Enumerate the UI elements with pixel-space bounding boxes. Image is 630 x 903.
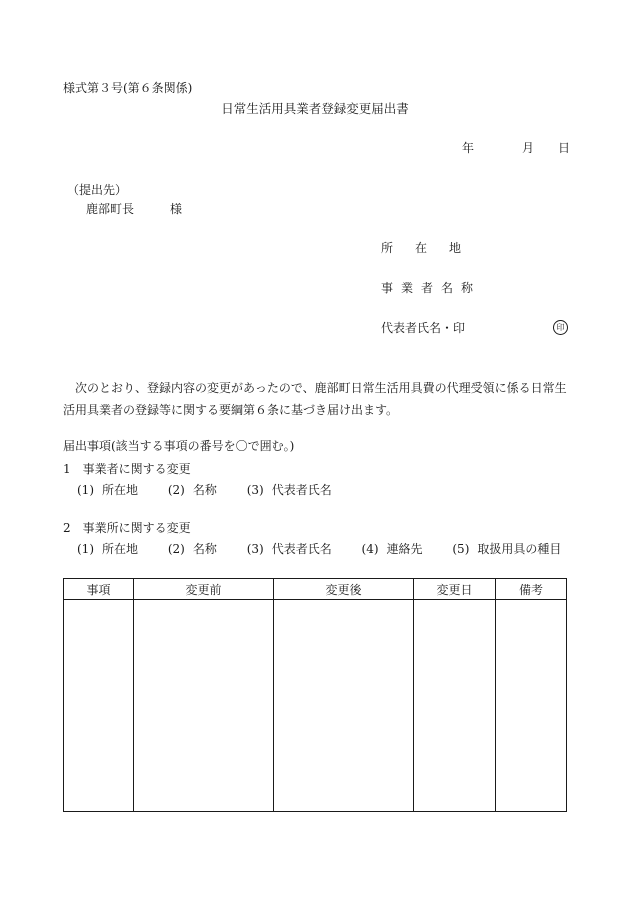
section2-option: (2) 名称 bbox=[167, 542, 217, 556]
section1-title: 1 事業者に関する変更 bbox=[63, 462, 191, 476]
table-row bbox=[64, 600, 567, 812]
section1-option: (3) 代表者氏名 bbox=[246, 483, 332, 497]
section2-option: (4) 連絡先 bbox=[361, 542, 423, 556]
seal-mark: 印 bbox=[553, 320, 568, 335]
section2-option: (3) 代表者氏名 bbox=[246, 542, 332, 556]
section1-option: (2) 名称 bbox=[167, 483, 217, 497]
date-year: 年 bbox=[461, 141, 474, 155]
addressee bbox=[86, 203, 182, 215]
cell-before[interactable] bbox=[134, 600, 274, 812]
document-title: 日常生活用具業者登録変更届出書 bbox=[221, 101, 409, 116]
cell-remarks[interactable] bbox=[496, 600, 567, 812]
items-heading: 届出事項(該当する事項の番号を〇で囲む。) bbox=[63, 439, 295, 453]
header-item: 事項 bbox=[64, 579, 134, 600]
section1-option: (1) 所在地 bbox=[77, 483, 139, 497]
date-month: 月 bbox=[521, 141, 534, 155]
date-line bbox=[462, 142, 570, 154]
form-number: 様式第３号(第６条関係) bbox=[63, 81, 193, 95]
addressee-honorific: 様 bbox=[170, 202, 183, 216]
business-name-label: 事業者名称 bbox=[381, 281, 482, 295]
section1-options bbox=[77, 484, 358, 496]
section2-options bbox=[77, 543, 587, 555]
section2-title: 2 事業所に関する変更 bbox=[63, 521, 191, 535]
addressee-name: 鹿部町長 bbox=[86, 202, 135, 216]
cell-change-date[interactable] bbox=[414, 600, 496, 812]
table-header-row bbox=[64, 579, 567, 600]
header-before: 変更前 bbox=[134, 579, 274, 600]
header-remarks: 備考 bbox=[496, 579, 567, 600]
date-day: 日 bbox=[557, 141, 570, 155]
addressee-label: （提出先） bbox=[67, 183, 128, 197]
cell-item[interactable] bbox=[64, 600, 134, 812]
address-label: 所在地 bbox=[381, 241, 484, 255]
section2-option: (1) 所在地 bbox=[77, 542, 139, 556]
header-after: 変更後 bbox=[274, 579, 414, 600]
header-change-date: 変更日 bbox=[414, 579, 496, 600]
representative-label: 代表者氏名・印 bbox=[381, 321, 466, 335]
changes-table bbox=[63, 578, 567, 812]
body-paragraph: 次のとおり、登録内容の変更があったので、鹿部町日常生活用具費の代理受領に係る日常生活用具業者の登録等に関する要綱第６条に基づき届け出ます。 bbox=[63, 381, 567, 417]
cell-after[interactable] bbox=[274, 600, 414, 812]
section2-option: (5) 取扱用具の種目 bbox=[452, 542, 562, 556]
